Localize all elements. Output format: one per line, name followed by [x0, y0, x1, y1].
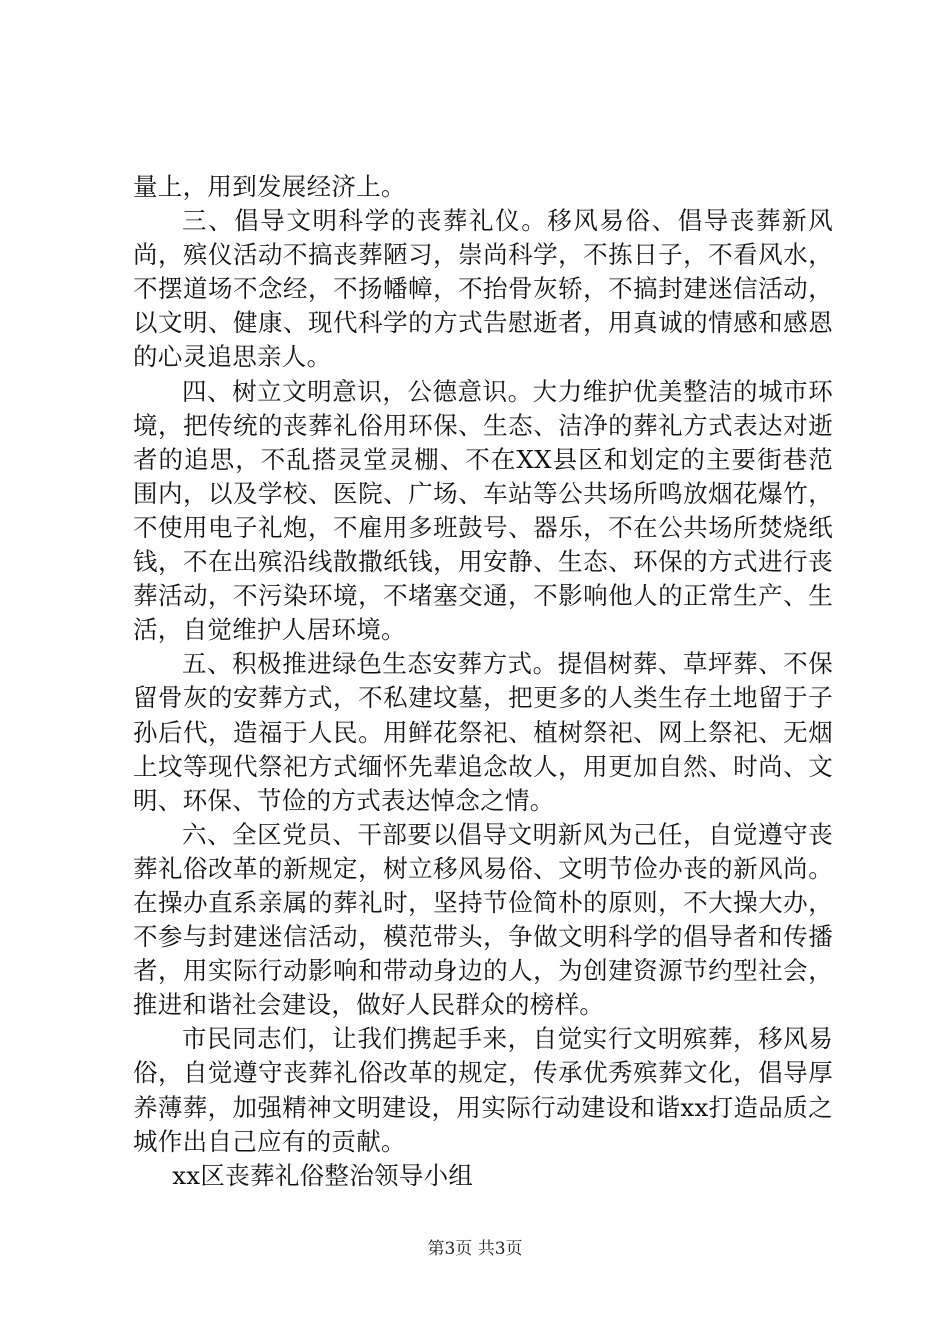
paragraph-item-4: 四、树立文明意识，公德意识。大力维护优美整洁的城市环境，把传统的丧葬礼俗用环保、生态、洁净的葬礼方式表达对逝者的追思，不乱搭灵堂灵棚、不在XX县区和划定的主要街巷范围内，以及学校、医院、广场、车站等公共场所鸣放烟花爆竹，不使用电子礼炮，不雇用多班鼓号、器乐，不在公共场所焚烧纸钱，不在出殡沿线散撒纸钱，用安静、生态、环保的方式进行丧葬活动，不污染环境，不堵塞交通，不影响他人的正常生产、生活，自觉维护人居环境。: [133, 376, 833, 645]
paragraph-continuation: 量上，用到发展经济上。: [133, 172, 406, 201]
document-body: [133, 170, 833, 1193]
paragraph-item-3: 三、倡导文明科学的丧葬礼仪。移风易俗、倡导丧葬新风尚，殡仪活动不搞丧葬陋习，崇尚科学，不拣日子，不看风水，不摆道场不念经，不扬幡幛，不抬骨灰轿，不搞封建迷信活动，以文明、健康、现代科学的方式告慰逝者，用真诚的情感和感恩的心灵追思亲人。: [133, 206, 833, 372]
signature-line: xx区丧葬礼俗整治领导小组: [172, 1160, 474, 1190]
page-number-footer: 第3页 共3页: [427, 1239, 523, 1259]
paragraph-closing: 市民同志们，让我们携起手来，自觉实行文明殡葬，移风易俗，自觉遵守丧葬礼俗改革的规定，传承优秀殡葬文化，倡导厚养薄葬，加强精神文明建设，用实际行动建设和谐xx打造品质之城作出自己应有的贡献。: [133, 1024, 833, 1156]
paragraph-item-5: 五、积极推进绿色生态安葬方式。提倡树葬、草坪葬、不保留骨灰的安葬方式，不私建坟墓，把更多的人类生存土地留于子孙后代，造福于人民。用鲜花祭祀、植树祭祀、网上祭祀、无烟上坟等现代祭祀方式缅怀先辈追念故人，用更加自然、时尚、文明、环保、节俭的方式表达悼念之情。: [133, 649, 833, 815]
paragraph-item-6: 六、全区党员、干部要以倡导文明新风为己任，自觉遵守丧葬礼俗改革的新规定，树立移风易俗、文明节俭办丧的新风尚。在操办直系亲属的葬礼时，坚持节俭简朴的原则，不大操大办，不参与封建迷信活动，模范带头，争做文明科学的倡导者和传播者，用实际行动影响和带动身边的人，为创建资源节约型社会，推进和谐社会建设，做好人民群众的榜样。: [133, 819, 833, 1020]
